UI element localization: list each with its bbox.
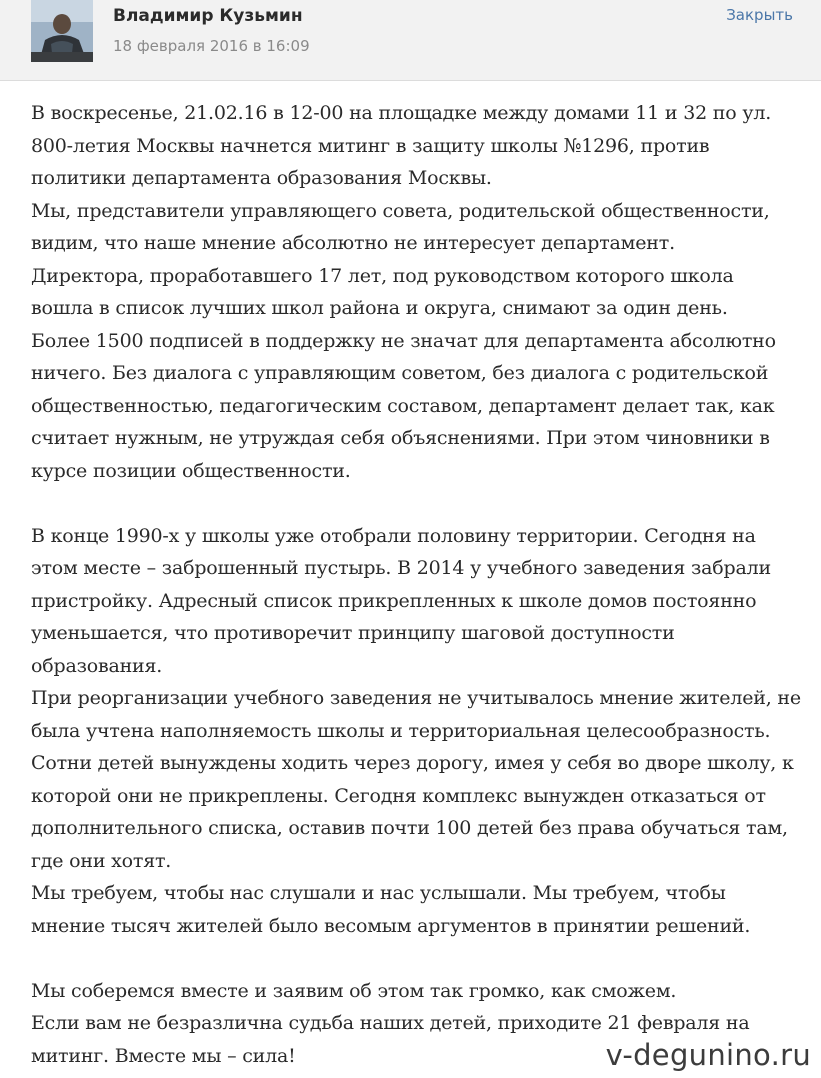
post-paragraph: В конце 1990-х у школы уже отобрали половину территории. Сегодня на этом месте – заброшенный пустырь. В 2014 у учебного заведения забрали пристройку. Адресный список прикрепленных к школе домов постоянно уменьшается, что противоречит принципу шаговой доступности образования. [31,524,771,677]
post-paragraph: Директора, проработавшего 17 лет, под руководством которого школа вошла в список лучших школ района и округа, снимают за один день. [31,264,734,319]
post-paragraph: Мы соберемся вместе и заявим об этом так громко, как сможем. [31,979,677,1002]
avatar-photo [31,0,93,62]
paragraph-gap [31,487,801,520]
avatar[interactable] [31,0,93,62]
site-watermark: v-degunino.ru [602,1038,815,1072]
post-paragraph: В воскресенье, 21.02.16 в 12-00 на площадке между домами 11 и 32 по ул. 800-летия Москвы начнется митинг в защиту школы №1296, против политики департамента образования Москвы. [31,102,772,189]
post-header [0,0,821,81]
post-body [31,97,801,1072]
post-paragraph: Мы требуем, чтобы нас слушали и нас услышали. Мы требуем, чтобы мнение тысяч жителей было весомым аргументов в принятии решений. [31,882,751,937]
post-date[interactable]: 18 февраля 2016 в 16:09 [113,37,310,55]
close-link[interactable]: Закрыть [726,6,793,24]
post-paragraph: Если вам не безразлична судьба наших детей, приходите 21 февраля на митинг. Вместе мы – сила! [31,1012,750,1067]
post-paragraph: Мы, представители управляющего совета, родительской общественности, видим, что наше мнение абсолютно не интересует департамент. [31,199,770,254]
author-name[interactable]: Владимир Кузьмин [113,6,303,26]
post-paragraph: При реорганизации учебного заведения не учитывалось мнение жителей, не была учтена наполняемость школы и территориальная целесообразность. Сотни детей вынуждены ходить через дорогу, имея у себя во дворе школу, к которой они не прикреплены. Сегодня комплекс вынужден отказаться от дополнительного списка, оставив почти 100 детей без права обучаться там, где они хотят. [31,687,801,872]
post-paragraph: Более 1500 подписей в поддержку не значат для департамента абсолютно ничего. Без диалога с управляющим советом, без диалога с родительской общественностью, педагогическим составом, департамент делает так, как считает нужным, не утруждая себя объяснениями. При этом чиновники в курсе позиции общественности. [31,329,776,482]
paragraph-gap [31,942,801,975]
